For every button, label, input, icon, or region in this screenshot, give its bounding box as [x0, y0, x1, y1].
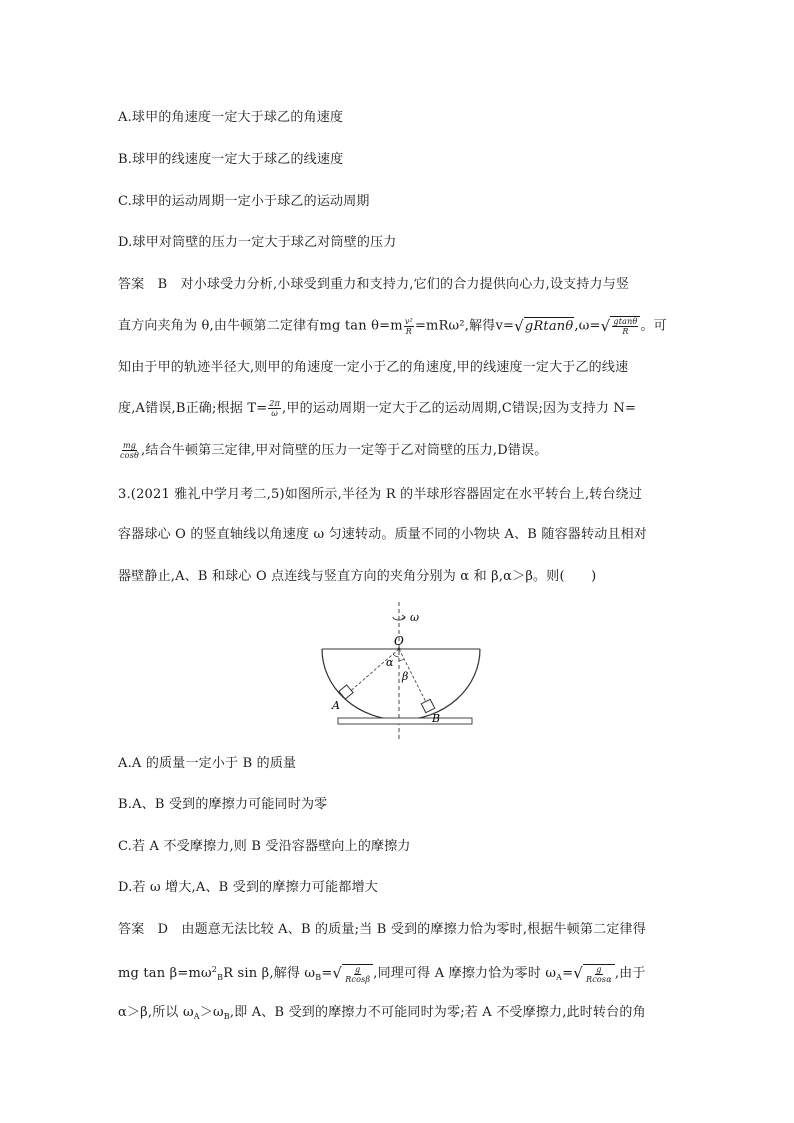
superscript: 2 — [211, 965, 218, 974]
q2-option-d: D.球甲对筒壁的压力一定大于球乙对筒壁的压力 — [118, 235, 397, 250]
subscript: A — [193, 1012, 200, 1021]
q2-answer-text: 度,A错误,B正确;根据 T= — [118, 401, 268, 416]
sqrt-grtan: √ gRtanθ — [514, 316, 574, 335]
q2-answer-line-2 — [118, 316, 678, 336]
q3-answer-text: ,即 A、B 受到的摩擦力不可能同时为零;若 A 不受摩擦力,此时转台的角 — [229, 1005, 646, 1020]
q2-answer-line-4 — [118, 399, 678, 418]
q3-option-a: A.A 的质量一定小于 B 的质量 — [118, 756, 297, 771]
q2-option-c: C.球甲的运动周期一定小于球乙的运动周期 — [118, 194, 370, 209]
q2-answer-text: ,ω= — [574, 318, 601, 334]
q3-answer-text: mg tan β=mω — [118, 966, 212, 981]
q2-answer-text: 。可 — [640, 318, 667, 334]
q3-option-b: B.A、B 受到的摩擦力可能同时为零 — [118, 797, 328, 812]
q3-answer-text: = — [321, 966, 333, 981]
sqrt-g-over-rcosb: √ $\frac{g}{Rcos\beta}$ — [332, 964, 373, 984]
q3-answer-line-1: 答案 D 由题意无法比较 A、B 的质量;当 B 受到的摩擦力恰为零时,根据牛顿第二定律得 — [118, 922, 646, 937]
label-omega: ω — [410, 611, 419, 624]
turntable — [338, 718, 472, 724]
q3-stem-line-1: 3.(2021 雅礼中学月考二,5)如图所示,半径为 R 的半球形容器固定在水平转台上,转台绕过 — [118, 487, 643, 502]
q3-answer-line-3 — [118, 1004, 678, 1026]
block-b — [421, 699, 434, 712]
q2-option-b: B.球甲的线速度一定大于球乙的线速度 — [118, 152, 344, 167]
q3-answer-text: ＞ω — [199, 1005, 224, 1020]
bowl-outer — [322, 649, 480, 720]
q2-answer-line-3: 知由于甲的轨迹半径大,则甲的角速度一定小于乙的角速度,甲的线速度一定大于乙的线速 — [118, 360, 629, 375]
q3-option-d: D.若 ω 增大,A、B 受到的摩擦力可能都增大 — [118, 880, 378, 895]
q3-answer-text: ,同理可得 A 摩擦力恰为零时 ω — [373, 966, 557, 981]
q3-answer-line-2 — [118, 961, 678, 987]
q2-answer-line-1: 答案 B 对小球受力分析,小球受到重力和支持力,它们的合力提供向心力,设支持力与竖 — [118, 277, 630, 292]
sqrt-gtan-over-r: √ $\frac{gtan\theta}{R}$ — [601, 316, 641, 336]
fraction-2pi-over-omega: $\frac{2\pi}{\omega}$ — [269, 399, 281, 418]
q3-answer-text: α＞β,所以 ω — [118, 1005, 194, 1020]
q2-option-a: A.球甲的角速度一定大于球乙的角速度 — [118, 110, 344, 125]
q3-answer-text: R sin β,解得 ω — [223, 966, 316, 981]
subscript: B — [223, 1012, 230, 1021]
label-b: B — [432, 712, 441, 725]
q3-answer-text: = — [562, 966, 574, 981]
q2-answer-text: ,结合牛顿第三定律,甲对筒壁的压力一定等于乙对筒壁的压力,D错误。 — [141, 443, 548, 458]
label-a: A — [332, 699, 340, 712]
fraction-mg-over-cos: $\frac{mg}{\cos\theta}$ — [120, 441, 140, 460]
block-a — [339, 685, 353, 699]
sqrt-g-over-rcosa: √ $\frac{g}{Rcos\alpha}$ — [573, 964, 615, 984]
q3-stem-line-3: 器壁静止,A、B 和球心 O 点连线与竖直方向的夹角分别为 α 和 β,α＞β。则( ) — [118, 569, 597, 584]
q2-answer-text: ,甲的运动周期一定大于乙的运动周期,C错误;因为支持力 N= — [282, 401, 637, 416]
q2-answer-text: =mRω²,解得v= — [414, 318, 515, 334]
q2-answer-line-5 — [118, 441, 678, 460]
subscript: B — [315, 973, 322, 982]
q3-stem-line-2: 容器球心 O 的竖直轴线以角速度 ω 匀速转动。质量不同的小物块 A、B 随容器转动且相对 — [118, 527, 647, 542]
label-o: O — [394, 634, 404, 648]
beta-arc — [399, 659, 404, 661]
subscript: B — [217, 973, 224, 982]
label-beta: β — [402, 670, 409, 683]
q3-answer-text: ,由于 — [614, 966, 646, 981]
hemisphere-figure — [316, 600, 486, 746]
subscript: A — [556, 973, 563, 982]
label-alpha: α — [386, 656, 394, 669]
q2-answer-text: 直方向夹角为 θ,由牛顿第二定律有mg tan θ=m — [118, 318, 403, 334]
q3-option-c: C.若 A 不受摩擦力,则 B 受沿容器壁向上的摩擦力 — [118, 839, 411, 854]
alpha-arc — [393, 654, 399, 657]
fraction-v2-over-r: $\frac{\text{v²}}{R}$ — [404, 316, 413, 336]
